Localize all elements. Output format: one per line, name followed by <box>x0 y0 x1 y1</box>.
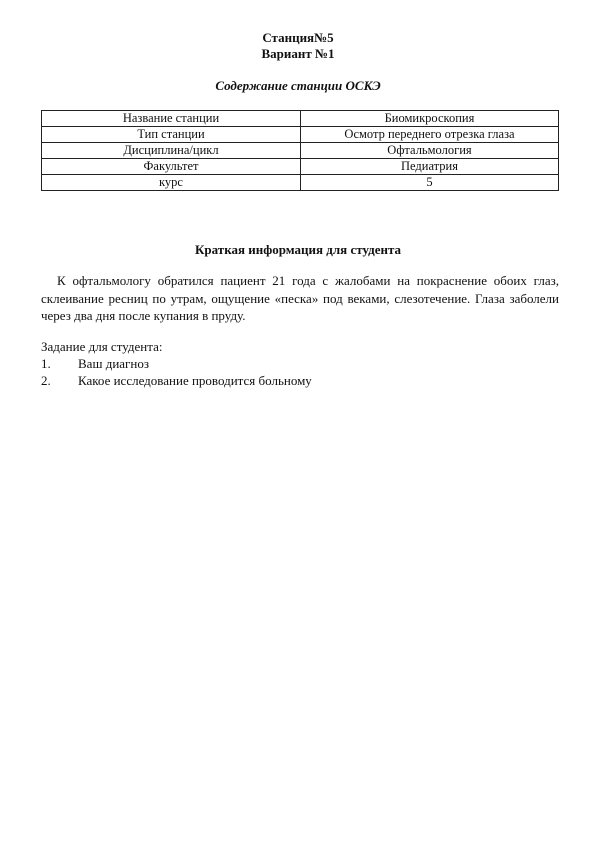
table-cell-label: Дисциплина/цикл <box>42 143 301 159</box>
table-cell-label: Факультет <box>42 159 301 175</box>
variant-title: Вариант №1 <box>261 46 335 61</box>
task-list <box>41 355 559 389</box>
table-row <box>42 159 559 175</box>
list-item <box>41 355 559 372</box>
task-text: Ваш диагноз <box>78 356 149 371</box>
station-title: Станция№5 <box>262 30 334 45</box>
task-text: Какое исследование проводится больному <box>78 373 312 388</box>
table-cell-value: Педиатрия <box>301 159 559 175</box>
table-row <box>42 175 559 191</box>
task-number: 2. <box>41 373 51 388</box>
table-cell-label: Тип станции <box>42 127 301 143</box>
student-info-heading: Краткая информация для студента <box>194 242 402 257</box>
table-cell-value: Осмотр переднего отрезка глаза <box>301 127 559 143</box>
content-title: Содержание станции ОСКЭ <box>215 78 381 93</box>
table-row <box>42 111 559 127</box>
list-item <box>41 372 559 389</box>
table-cell-value: Офтальмология <box>301 143 559 159</box>
table-cell-value: 5 <box>301 175 559 191</box>
case-description: К офтальмологу обратился пациент 21 года с жалобами на покраснение обоих глаз, склеивание ресниц по утрам, ощущение «песка» под веками, слезотечение. Глаза заболели через два дня после купания в пруду. <box>41 273 559 323</box>
task-number: 1. <box>41 356 51 371</box>
task-label: Задание для студента: <box>41 339 163 354</box>
table-cell-label: Название станции <box>42 111 301 127</box>
table-row <box>42 127 559 143</box>
table-row <box>42 143 559 159</box>
table-cell-value: Биомикроскопия <box>301 111 559 127</box>
table-cell-label: курс <box>42 175 301 191</box>
station-info-table <box>41 110 559 191</box>
